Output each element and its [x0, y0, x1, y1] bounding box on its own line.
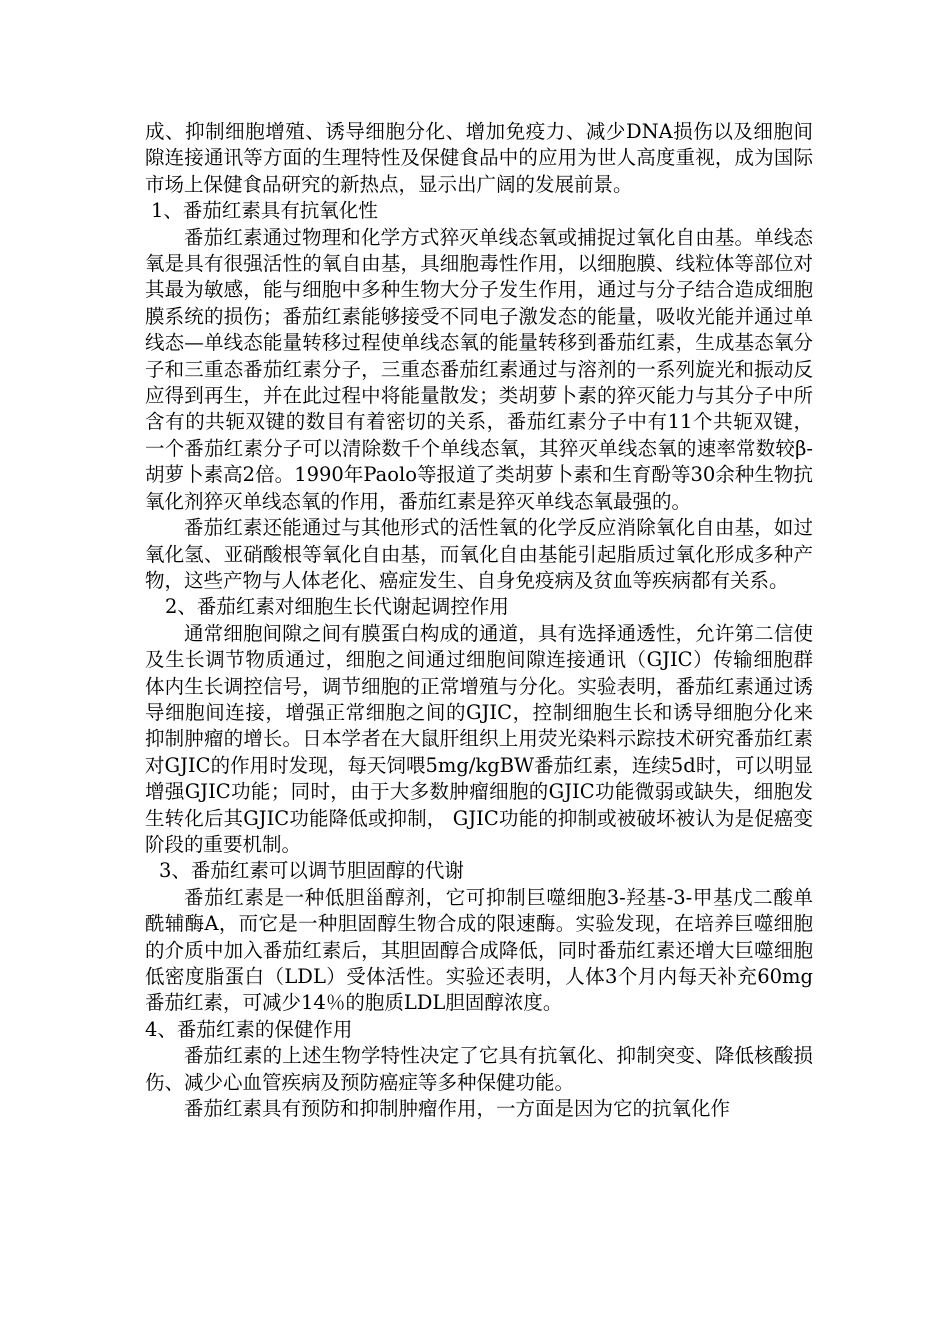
paragraph: 番茄红素是一种低胆甾醇剂，它可抑制巨噬细胞3-羟基-3-甲基戊二酸单酰辅酶A，而它是一种胆固醇生物合成的限速酶。实验发现，在培养巨噬细胞的介质中加入番茄红素后，其胆固醇合成降低，同时番茄红素还增大巨噬细胞低密度脂蛋白（LDL）受体活性。实验还表明，人体3个月内每天补充60mg番茄红素，可减少14％的胞质LDL胆固醇浓度。 [145, 885, 813, 1015]
section-heading-health: 4、番茄红素的保健作用 [145, 1017, 353, 1041]
section-heading-antioxidant: 1、番茄红素具有抗氧化性 [151, 199, 378, 223]
paragraph: 番茄红素具有预防和抑制肿瘤作用，一方面是因为它的抗氧化作 [184, 1097, 731, 1121]
paragraph: 番茄红素还能通过与其他形式的活性氧的化学反应消除氧化自由基，如过氧化氢、亚硝酸根等氧化自由基，而氧化自由基能引起脂质过氧化形成多种产物，这些产物与人体老化、癌症发生、自身免疫病及贫血等疾病都有关系。 [145, 516, 813, 592]
section-heading-cell-growth: 2、番茄红素对细胞生长代谢起调控作用 [165, 595, 509, 619]
paragraph: 番茄红素通过物理和化学方式猝灭单线态氧或捕捉过氧化自由基。单线态氧是具有很强活性的氧自由基，具细胞毒性作用，以细胞膜、线粒体等部位对其最为敏感，能与细胞中多种生物大分子发生作用，通过与分子结合造成细胞膜系统的损伤；番茄红素能够接受不同电子激发态的能量，吸收光能并通过单线态—单线态能量转移过程使单线态氧的能量转移到番茄红素，生成基态氧分子和三重态番茄红素分子，三重态番茄红素通过与溶剂的一系列旋光和振动反应得到再生，并在此过程中将能量散发；类胡萝卜素的猝灭能力与其分子中所含有的共轭双键的数目有着密切的关系，番茄红素分子中有11个共轭双键，一个番茄红素分子可以清除数千个单线态氧，其猝灭单线态氧的速率常数较β-胡萝卜素高2倍。1990年Paolo等报道了类胡萝卜素和生育酚等30余种生物抗氧化剂猝灭单线态氧的作用，番茄红素是猝灭单线态氧最强的。 [145, 225, 813, 513]
section-heading-cholesterol: 3、番茄红素可以调节胆固醇的代谢 [159, 859, 464, 883]
paragraph: 通常细胞间隙之间有膜蛋白构成的通道，具有选择通透性，允许第二信使及生长调节物质通过，细胞之间通过细胞间隙连接通讯（GJIC）传输细胞群体内生长调控信号，调节细胞的正常增殖与分化。实验表明，番茄红素通过诱导细胞间连接，增强正常细胞之间的GJIC，控制细胞生长和诱导细胞分化来抑制肿瘤的增长。日本学者在大鼠肝组织上用荧光染料示踪技术研究番茄红素对GJIC的作用时发现，每天饲喂5mg/kgBW番茄红素，连续5d时，可以明显增强GJIC功能；同时，由于大多数肿瘤细胞的GJIC功能微弱或缺失，细胞发生转化后其GJIC功能降低或抑制， GJIC功能的抑制或被破坏被认为是促癌变阶段的重要机制。 [145, 621, 813, 856]
document-body [145, 119, 813, 1122]
intro-paragraph: 成、抑制细胞增殖、诱导细胞分化、增加免疫力、减少DNA损伤以及细胞间隙连接通讯等方面的生理特性及保健食品中的应用为世人高度重视，成为国际市场上保健食品研究的新热点，显示出广阔的发展前景。 [145, 120, 813, 196]
paragraph: 番茄红素的上述生物学特性决定了它具有抗氧化、抑制突变、降低核酸损伤、减少心血管疾病及预防癌症等多种保健功能。 [145, 1044, 813, 1094]
